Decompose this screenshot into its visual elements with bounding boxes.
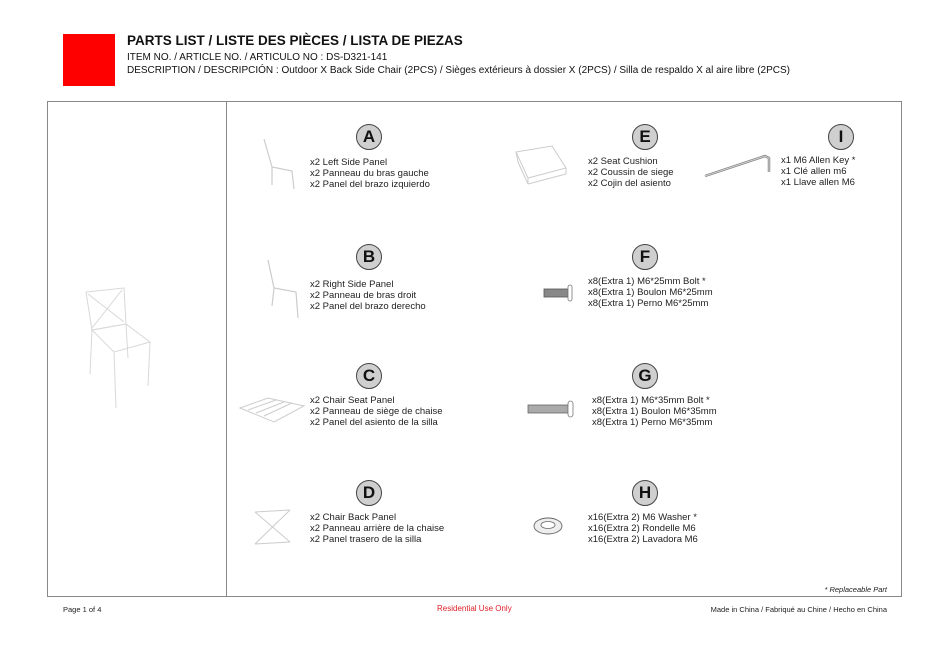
part-g-description: x8(Extra 1) M6*35mm Bolt * x8(Extra 1) Boulon M6*35mm x8(Extra 1) Perno M6*35mm [592,395,717,428]
part-a-description: x2 Left Side Panel x2 Panneau du bras gauche x2 Panel del brazo izquierdo [310,157,430,190]
part-h-description: x16(Extra 2) M6 Washer * x16(Extra 2) Rondelle M6 x16(Extra 2) Lavadora M6 [588,512,698,545]
assembled-chair-illustration [80,280,180,420]
part-e-description: x2 Seat Cushion x2 Coussin de siege x2 Cojin del asiento [588,156,674,189]
part-c-description: x2 Chair Seat Panel x2 Panneau de siège de chaise x2 Panel del asiento de la silla [310,395,443,428]
part-badge-c: C [356,363,382,389]
seat-cushion-icon [508,138,572,190]
part-i-description: x1 M6 Allen Key * x1 Clé allen m6 x1 Llave allen M6 [781,155,856,188]
back-panel-icon [252,508,292,548]
seat-panel-icon [238,396,308,426]
allen-key-icon [703,152,783,182]
washer-icon [532,514,566,538]
part-badge-h: H [632,480,658,506]
left-side-panel-icon [258,137,298,193]
part-badge-a: A [356,124,382,150]
replaceable-part-note: * Replaceable Part [824,585,887,594]
bolt-35mm-icon [527,400,577,420]
page-title: PARTS LIST / LISTE DES PIÈCES / LISTA DE PIEZAS [127,33,463,48]
product-description: DESCRIPTION / DESCRIPCIÓN : Outdoor X Back Side Chair (2PCS) / Sièges extérieurs à dossier X (2PCS) / Silla de respaldo X al aire libre (2PCS) [127,65,791,76]
page-number: Page 1 of 4 [63,605,102,614]
part-badge-g: G [632,363,658,389]
part-badge-e: E [632,124,658,150]
item-number: ITEM NO. / ARTICLE NO. / ARTICULO NO : DS-D321-141 [127,52,388,63]
frame-divider [226,101,227,597]
part-f-description: x8(Extra 1) M6*25mm Bolt * x8(Extra 1) Boulon M6*25mm x8(Extra 1) Perno M6*25mm [588,276,713,309]
part-badge-b: B [356,244,382,270]
right-side-panel-icon [262,258,302,320]
part-badge-f: F [632,244,658,270]
usage-notice: Residential Use Only [437,604,512,613]
part-b-description: x2 Right Side Panel x2 Panneau de bras droit x2 Panel del brazo derecho [310,279,426,312]
part-d-description: x2 Chair Back Panel x2 Panneau arrière de la chaise x2 Panel trasero de la silla [310,512,445,545]
bolt-25mm-icon [543,284,575,304]
part-badge-d: D [356,480,382,506]
brand-logo [63,34,115,86]
origin-notice: Made in China / Fabriqué au Chine / Hecho en China [710,605,887,614]
part-badge-i: I [828,124,854,150]
